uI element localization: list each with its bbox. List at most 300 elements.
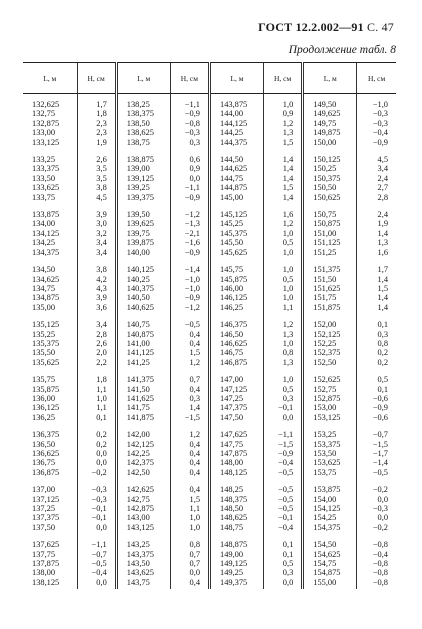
height-cell: −0,8 xyxy=(357,568,396,577)
length-cell: 133,00 xyxy=(32,128,56,138)
table-row xyxy=(23,164,396,173)
length-cell: 153,00 xyxy=(303,403,357,412)
length-cell: 140,50 xyxy=(116,293,170,302)
height-cell: 0,8 xyxy=(264,348,303,357)
length-cell: 146,375 xyxy=(210,312,264,329)
length-cell: 144,125 xyxy=(210,119,264,128)
table-row xyxy=(23,523,396,532)
height-cell: 1,3 xyxy=(264,358,303,367)
table-row xyxy=(23,193,396,202)
length-cell: 143,125 xyxy=(116,523,170,532)
length-cell: 147,50 xyxy=(210,413,264,422)
length-cell: 142,375 xyxy=(116,458,170,467)
length-cell: 152,50 xyxy=(303,358,357,367)
length-cell: 133,375 xyxy=(32,164,60,174)
length-cell: 143,875 xyxy=(210,94,264,110)
table-row xyxy=(23,458,396,467)
length-cell: 151,125 xyxy=(303,238,357,247)
height-cell: 0,0 xyxy=(77,458,116,467)
length-cell: 144,25 xyxy=(210,128,264,137)
length-cell: 136,875 xyxy=(32,467,60,477)
height-cell: 1,6 xyxy=(357,248,396,257)
table-row xyxy=(23,284,396,293)
height-cell: −0,2 xyxy=(357,523,396,532)
header-row xyxy=(23,63,396,94)
length-cell: 135,375 xyxy=(32,338,60,348)
length-cell: 142,625 xyxy=(116,477,170,494)
height-cell: 1,1 xyxy=(264,303,303,312)
length-cell: 135,625 xyxy=(32,357,60,367)
length-cell: 149,625 xyxy=(303,109,357,118)
height-cell: −0,3 xyxy=(170,128,209,137)
length-cell: 146,875 xyxy=(210,358,264,367)
length-cell: 138,00 xyxy=(32,568,56,578)
height-cell: −1,0 xyxy=(357,94,396,110)
height-cell: 0,1 xyxy=(357,312,396,329)
height-cell: −1,3 xyxy=(170,219,209,228)
length-cell: 137,625 xyxy=(32,540,60,550)
column-header-length: L, м xyxy=(303,63,357,94)
height-cell: −0,7 xyxy=(357,422,396,439)
height-cell: −0,5 xyxy=(264,468,303,477)
length-cell: 150,50 xyxy=(303,183,357,192)
height-cell: 3,5 xyxy=(77,174,116,183)
length-cell: 139,625 xyxy=(116,219,170,228)
height-cell: −0,5 xyxy=(357,468,396,477)
length-cell: 155,00 xyxy=(303,578,357,589)
height-cell: −0,2 xyxy=(357,477,396,494)
length-cell: 148,25 xyxy=(210,477,264,494)
height-cell: 1,4 xyxy=(264,174,303,183)
height-cell: 1,1 xyxy=(77,385,116,394)
length-cell: 144,50 xyxy=(210,147,264,164)
length-cell: 153,75 xyxy=(303,468,357,477)
height-cell: 1,0 xyxy=(264,248,303,257)
height-cell: −1,5 xyxy=(170,413,209,422)
length-cell: 137,375 xyxy=(32,513,60,523)
height-cell: −0,4 xyxy=(357,550,396,559)
length-cell: 138,375 xyxy=(116,109,170,118)
length-cell: 151,50 xyxy=(303,275,357,284)
table-row xyxy=(23,229,396,238)
height-cell: 0,2 xyxy=(357,358,396,367)
height-cell: 2,7 xyxy=(357,183,396,192)
length-cell: 147,875 xyxy=(210,449,264,458)
length-cell: 150,875 xyxy=(303,219,357,228)
length-cell: 149,125 xyxy=(210,559,264,568)
height-cell: 0,0 xyxy=(77,449,116,458)
height-cell: −0,9 xyxy=(170,109,209,118)
length-cell: 145,375 xyxy=(210,229,264,238)
height-cell: 1,4 xyxy=(357,275,396,284)
height-cell: −1,2 xyxy=(170,202,209,219)
height-cell: 3,4 xyxy=(357,164,396,173)
length-cell: 147,25 xyxy=(210,394,264,403)
table-row xyxy=(23,513,396,522)
standard-number: ГОСТ 12.2.002—91 xyxy=(258,20,364,34)
height-cell: 1,9 xyxy=(77,138,116,147)
height-cell: 2,3 xyxy=(77,128,116,137)
length-cell: 136,125 xyxy=(32,403,60,413)
height-cell: 0,0 xyxy=(357,513,396,522)
length-cell: 140,25 xyxy=(116,275,170,284)
length-cell: 133,50 xyxy=(32,173,56,183)
length-cell: 153,625 xyxy=(303,458,357,467)
length-cell: 154,125 xyxy=(303,504,357,513)
length-cell: 145,75 xyxy=(210,257,264,274)
height-cell: −0,9 xyxy=(357,138,396,147)
length-cell: 136,50 xyxy=(32,439,56,449)
height-cell: 0,3 xyxy=(170,394,209,403)
length-cell: 152,875 xyxy=(303,394,357,403)
height-cell: −0,3 xyxy=(77,477,116,494)
length-cell: 147,00 xyxy=(210,367,264,384)
length-cell: 134,125 xyxy=(32,228,60,238)
table-row xyxy=(23,312,396,329)
height-cell: −0,3 xyxy=(77,495,116,504)
length-cell: 134,625 xyxy=(32,274,60,284)
length-cell: 150,375 xyxy=(303,174,357,183)
length-cell: 154,375 xyxy=(303,523,357,532)
height-cell: −0,6 xyxy=(357,413,396,422)
height-cell: 3,9 xyxy=(77,202,116,219)
height-cell: 0,5 xyxy=(264,238,303,247)
height-cell: 0,2 xyxy=(77,440,116,449)
table-row xyxy=(23,532,396,549)
height-cell: −0,5 xyxy=(264,495,303,504)
length-cell: 150,125 xyxy=(303,147,357,164)
length-cell: 146,25 xyxy=(210,303,264,312)
length-cell: 136,75 xyxy=(32,458,56,468)
height-cell: 0,3 xyxy=(264,568,303,577)
height-cell: 0,1 xyxy=(264,532,303,549)
length-cell: 153,50 xyxy=(303,449,357,458)
length-cell: 151,25 xyxy=(303,248,357,257)
table-row xyxy=(23,219,396,228)
height-cell: 2,6 xyxy=(77,147,116,164)
length-cell: 136,625 xyxy=(32,449,60,458)
length-cell: 135,50 xyxy=(32,348,56,358)
length-cell: 142,75 xyxy=(116,495,170,504)
length-cell: 149,50 xyxy=(303,94,357,110)
height-cell: 0,4 xyxy=(170,578,209,589)
table-row xyxy=(23,238,396,247)
height-cell: 2,4 xyxy=(357,174,396,183)
height-cell: 3,4 xyxy=(77,248,116,257)
height-cell: −1,6 xyxy=(170,238,209,247)
length-cell: 139,125 xyxy=(116,174,170,183)
height-cell: 1,0 xyxy=(264,229,303,238)
height-cell: 1,2 xyxy=(170,358,209,367)
height-cell: −1,5 xyxy=(357,440,396,449)
length-cell: 136,375 xyxy=(32,430,60,440)
length-cell: 144,375 xyxy=(210,138,264,147)
height-cell: −0,8 xyxy=(357,578,396,589)
length-cell: 148,625 xyxy=(210,513,264,522)
length-cell: 137,00 xyxy=(32,485,56,495)
length-cell: 141,375 xyxy=(116,367,170,384)
table-row xyxy=(23,440,396,449)
table-row xyxy=(23,119,396,128)
length-cell: 133,25 xyxy=(32,155,56,165)
length-cell: 144,625 xyxy=(210,164,264,173)
column-header-height: H, см xyxy=(357,63,396,94)
height-cell: −0,3 xyxy=(357,119,396,128)
height-cell: 3,8 xyxy=(77,183,116,192)
table-row xyxy=(23,109,396,118)
height-cell: −0,9 xyxy=(170,293,209,302)
length-cell: 153,25 xyxy=(303,422,357,439)
height-cell: −0,6 xyxy=(357,394,396,403)
height-cell: 0,0 xyxy=(264,413,303,422)
length-cell: 146,625 xyxy=(210,339,264,348)
length-cell: 152,375 xyxy=(303,348,357,357)
height-cell: −0,1 xyxy=(264,513,303,522)
length-cell: 142,125 xyxy=(116,440,170,449)
height-cell: −1,1 xyxy=(170,183,209,192)
length-cell: 132,75 xyxy=(32,109,56,119)
length-cell: 145,00 xyxy=(210,193,264,202)
height-cell: 0,4 xyxy=(170,385,209,394)
length-cell: 142,50 xyxy=(116,468,170,477)
height-cell: 0,4 xyxy=(170,477,209,494)
height-cell: 1,0 xyxy=(170,523,209,532)
length-cell: 140,125 xyxy=(116,257,170,274)
length-cell: 134,75 xyxy=(32,283,56,293)
page-header xyxy=(258,20,394,35)
length-cell: 149,375 xyxy=(210,578,264,589)
length-cell: 134,375 xyxy=(32,247,60,257)
length-cell: 141,75 xyxy=(116,403,170,412)
height-cell: 3,4 xyxy=(77,238,116,247)
table-row xyxy=(23,128,396,137)
table-row xyxy=(23,293,396,302)
length-cell: 139,50 xyxy=(116,202,170,219)
length-cell: 141,625 xyxy=(116,394,170,403)
height-cell: −1,4 xyxy=(170,257,209,274)
length-cell: 137,75 xyxy=(32,549,56,559)
height-cell: 1,0 xyxy=(77,394,116,403)
height-cell: 0,1 xyxy=(357,385,396,394)
height-cell: 1,0 xyxy=(264,257,303,274)
length-cell: 132,625 xyxy=(32,100,60,109)
height-cell: 0,0 xyxy=(170,174,209,183)
height-cell: 0,4 xyxy=(170,330,209,339)
length-cell: 151,00 xyxy=(303,229,357,238)
height-cell: 1,4 xyxy=(357,303,396,312)
length-cell: 137,875 xyxy=(32,559,60,569)
height-cell: 0,6 xyxy=(170,147,209,164)
height-cell: 0,2 xyxy=(77,422,116,439)
height-cell: 1,0 xyxy=(264,339,303,348)
length-cell: 148,50 xyxy=(210,504,264,513)
height-cell: 0,5 xyxy=(264,385,303,394)
length-cell: 154,00 xyxy=(303,495,357,504)
height-cell: −1,0 xyxy=(170,275,209,284)
length-cell: 141,125 xyxy=(116,348,170,357)
table-row xyxy=(23,449,396,458)
length-cell: 137,25 xyxy=(32,504,56,514)
length-cell: 143,50 xyxy=(116,559,170,568)
length-cell: 146,75 xyxy=(210,348,264,357)
length-cell: 149,25 xyxy=(210,568,264,577)
length-cell: 138,875 xyxy=(116,147,170,164)
height-cell: 1,2 xyxy=(170,422,209,439)
length-cell: 146,50 xyxy=(210,330,264,339)
table-row xyxy=(23,413,396,422)
length-cell: 143,375 xyxy=(116,550,170,559)
length-cell: 152,625 xyxy=(303,367,357,384)
height-cell: 1,4 xyxy=(357,293,396,302)
height-cell: −0,9 xyxy=(264,449,303,458)
height-cell: 1,1 xyxy=(77,403,116,412)
height-cell: 0,4 xyxy=(170,468,209,477)
height-cell: −1,1 xyxy=(264,422,303,439)
height-cell: 0,4 xyxy=(170,440,209,449)
length-cell: 148,375 xyxy=(210,495,264,504)
height-cell: 1,4 xyxy=(170,403,209,412)
length-cell: 134,875 xyxy=(32,293,60,303)
length-cell: 151,375 xyxy=(303,257,357,274)
height-cell: −1,4 xyxy=(357,458,396,467)
length-cell: 141,875 xyxy=(116,413,170,422)
length-cell: 145,50 xyxy=(210,238,264,247)
table-row xyxy=(23,257,396,274)
length-cell: 151,875 xyxy=(303,303,357,312)
height-cell: 3,6 xyxy=(77,303,116,312)
length-cell: 145,625 xyxy=(210,248,264,257)
height-cell: 0,0 xyxy=(77,523,116,532)
length-cell: 151,75 xyxy=(303,293,357,302)
length-cell: 147,125 xyxy=(210,385,264,394)
height-cell: 1,8 xyxy=(77,109,116,118)
height-cell: −0,9 xyxy=(170,193,209,202)
height-cell: 1,7 xyxy=(357,257,396,274)
height-cell: −0,9 xyxy=(170,248,209,257)
height-cell: 1,0 xyxy=(264,293,303,302)
length-cell: 138,50 xyxy=(116,119,170,128)
height-cell: 0,5 xyxy=(264,275,303,284)
height-cell: 1,2 xyxy=(264,312,303,329)
height-cell: 1,7 xyxy=(77,94,116,110)
length-cell: 139,75 xyxy=(116,229,170,238)
length-cell: 138,625 xyxy=(116,128,170,137)
table-row xyxy=(23,330,396,339)
height-cell: 0,4 xyxy=(170,458,209,467)
table-row xyxy=(23,174,396,183)
table-row xyxy=(23,403,396,412)
height-cell: −0,4 xyxy=(264,523,303,532)
length-cell: 143,625 xyxy=(116,568,170,577)
length-cell: 143,75 xyxy=(116,578,170,589)
height-cell: 0,0 xyxy=(357,495,396,504)
height-cell: 0,5 xyxy=(264,559,303,568)
height-cell: 1,3 xyxy=(264,128,303,137)
table-row xyxy=(23,578,396,589)
height-cell: 1,1 xyxy=(170,504,209,513)
height-cell: 1,2 xyxy=(264,119,303,128)
height-cell: −0,5 xyxy=(264,504,303,513)
length-cell: 139,00 xyxy=(116,164,170,173)
length-cell: 149,875 xyxy=(303,128,357,137)
length-cell: 151,625 xyxy=(303,284,357,293)
length-cell: 145,125 xyxy=(210,202,264,219)
height-cell: 1,4 xyxy=(264,193,303,202)
height-cell: 0,0 xyxy=(170,568,209,577)
height-cell: 4,3 xyxy=(77,284,116,293)
column-header-height: H, см xyxy=(170,63,209,94)
height-cell: 0,3 xyxy=(357,330,396,339)
length-cell: 133,125 xyxy=(32,137,60,147)
height-cell: 2,8 xyxy=(357,193,396,202)
length-cell: 139,375 xyxy=(116,193,170,202)
height-cell: −0,2 xyxy=(77,468,116,477)
length-cell: 141,50 xyxy=(116,385,170,394)
table-row xyxy=(23,394,396,403)
column-header-height: H, см xyxy=(77,63,116,94)
table-row xyxy=(23,504,396,513)
height-cell: −1,0 xyxy=(170,284,209,293)
table-row xyxy=(23,477,396,494)
height-cell: 0,3 xyxy=(264,394,303,403)
length-cell: 135,25 xyxy=(32,329,56,339)
length-cell: 144,75 xyxy=(210,174,264,183)
length-cell: 140,00 xyxy=(116,248,170,257)
height-cell: 0,9 xyxy=(170,164,209,173)
table-row xyxy=(23,367,396,384)
length-cell: 138,25 xyxy=(116,94,170,110)
height-cell: −0,4 xyxy=(357,128,396,137)
table-row xyxy=(23,94,396,110)
length-cell: 150,625 xyxy=(303,193,357,202)
length-cell: 152,25 xyxy=(303,339,357,348)
height-cell: 2,2 xyxy=(77,358,116,367)
length-cell: 134,00 xyxy=(32,219,56,229)
table-row xyxy=(23,275,396,284)
height-cell: 1,2 xyxy=(264,219,303,228)
table-row xyxy=(23,248,396,257)
page-number: С. 47 xyxy=(366,20,394,34)
length-cell: 139,25 xyxy=(116,183,170,192)
table-row xyxy=(23,339,396,348)
height-cell: −1,2 xyxy=(170,303,209,312)
height-cell: 0,1 xyxy=(77,413,116,422)
height-cell: 3,5 xyxy=(77,164,116,173)
length-cell: 135,00 xyxy=(32,302,56,312)
height-cell: −1,5 xyxy=(264,440,303,449)
height-cell: 1,3 xyxy=(357,238,396,247)
height-cell: 4,5 xyxy=(77,193,116,202)
table-row xyxy=(23,468,396,477)
length-cell: 135,125 xyxy=(32,320,60,330)
height-cell: −0,9 xyxy=(357,403,396,412)
height-cell: −0,5 xyxy=(170,312,209,329)
height-cell: 1,5 xyxy=(357,284,396,293)
length-cell: 133,75 xyxy=(32,192,56,202)
length-cell: 145,25 xyxy=(210,219,264,228)
height-cell: −0,1 xyxy=(264,403,303,412)
height-cell: 1,9 xyxy=(357,219,396,228)
height-cell: −0,8 xyxy=(170,119,209,128)
height-cell: 1,5 xyxy=(170,348,209,357)
length-cell: 149,75 xyxy=(303,119,357,128)
table-row xyxy=(23,303,396,312)
column-header-length: L, м xyxy=(23,63,77,94)
table-row xyxy=(23,385,396,394)
length-cell: 146,125 xyxy=(210,293,264,302)
length-cell: 133,625 xyxy=(32,183,60,193)
height-cell: 1,6 xyxy=(264,202,303,219)
